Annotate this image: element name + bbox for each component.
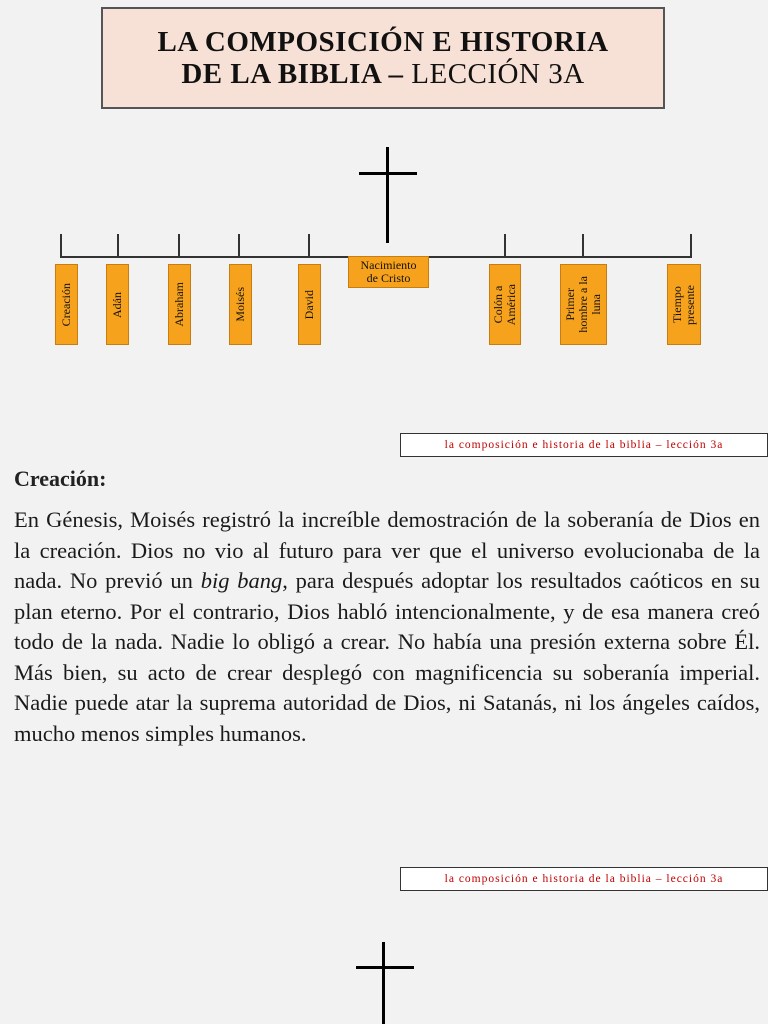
timeline-event-colon-america [489,264,521,345]
title-separator: – [380,58,412,90]
timeline-event-label: Colón a América [491,283,518,326]
footer-tag [400,867,768,891]
timeline-event-label: Primer hombre a la luna [563,276,603,333]
body-paragraph [14,505,760,749]
timeline-tick [238,234,240,256]
body-text-italic: big bang [200,568,283,593]
timeline-event-primer-hombre-luna [560,264,607,345]
title-box [101,7,665,109]
timeline-event-label: Tiempo presente [670,284,697,325]
footer-tag-text: la composición e historia de la biblia – lección 3a [444,873,724,885]
title-text-1: LA COMPOSICIÓN E HISTORIA [157,26,609,58]
timeline-tick [504,234,506,256]
timeline-event-label: Adán [110,291,124,318]
timeline-tick [582,234,584,256]
title-line-1 [103,26,663,58]
timeline-tick [117,234,119,256]
timeline-event-abraham [168,264,191,345]
timeline-event-creacion [55,264,78,345]
timeline-tick [690,234,692,256]
timeline-event-label: David [302,289,316,320]
timeline-event-label: Abraham [172,282,186,327]
body-text-part2: , para después adoptar los resultados caóticos en su plan eterno. Por el contrario, Dios habló intencionalmente, y de esa manera creó todo de la nada. Nadie lo obligó a crear. No había una presión externa sobre Él. Más bien, su acto de crear desplegó con magnificencia su soberanía imperial. Nadie puede atar la suprema autoridad de Dios, ni Satanás, ni los ángeles caídos, mucho menos simples humanos. [14,568,760,746]
timeline-event-nacimiento-cristo [348,256,429,288]
body-text-part1: En Génesis, Moisés registró la increíble demostración de la soberanía de Dios en la creación. Dios no vio al futuro para ver que el universo evolucionaba de la nada. No previó un [14,507,760,593]
section-heading: Creación: [14,466,107,491]
timeline-event-adan [106,264,129,345]
timeline-tick [308,234,310,256]
footer-tag-text: la composición e historia de la biblia – lección 3a [444,439,724,451]
timeline-tick [178,234,180,256]
title-text-2: DE LA BIBLIA [181,58,381,90]
footer-tag [400,433,768,457]
title-line-2 [103,58,663,90]
timeline-event-label: Creación [59,282,73,327]
timeline-event-david [298,264,321,345]
timeline-event-label: Nacimiento de Cristo [360,258,417,285]
timeline-event-tiempo-presente [667,264,701,345]
timeline-event-label: Moisés [233,287,247,322]
timeline-tick [60,234,62,256]
timeline-event-moises [229,264,252,345]
lesson-label: LECCIÓN 3A [411,58,585,90]
